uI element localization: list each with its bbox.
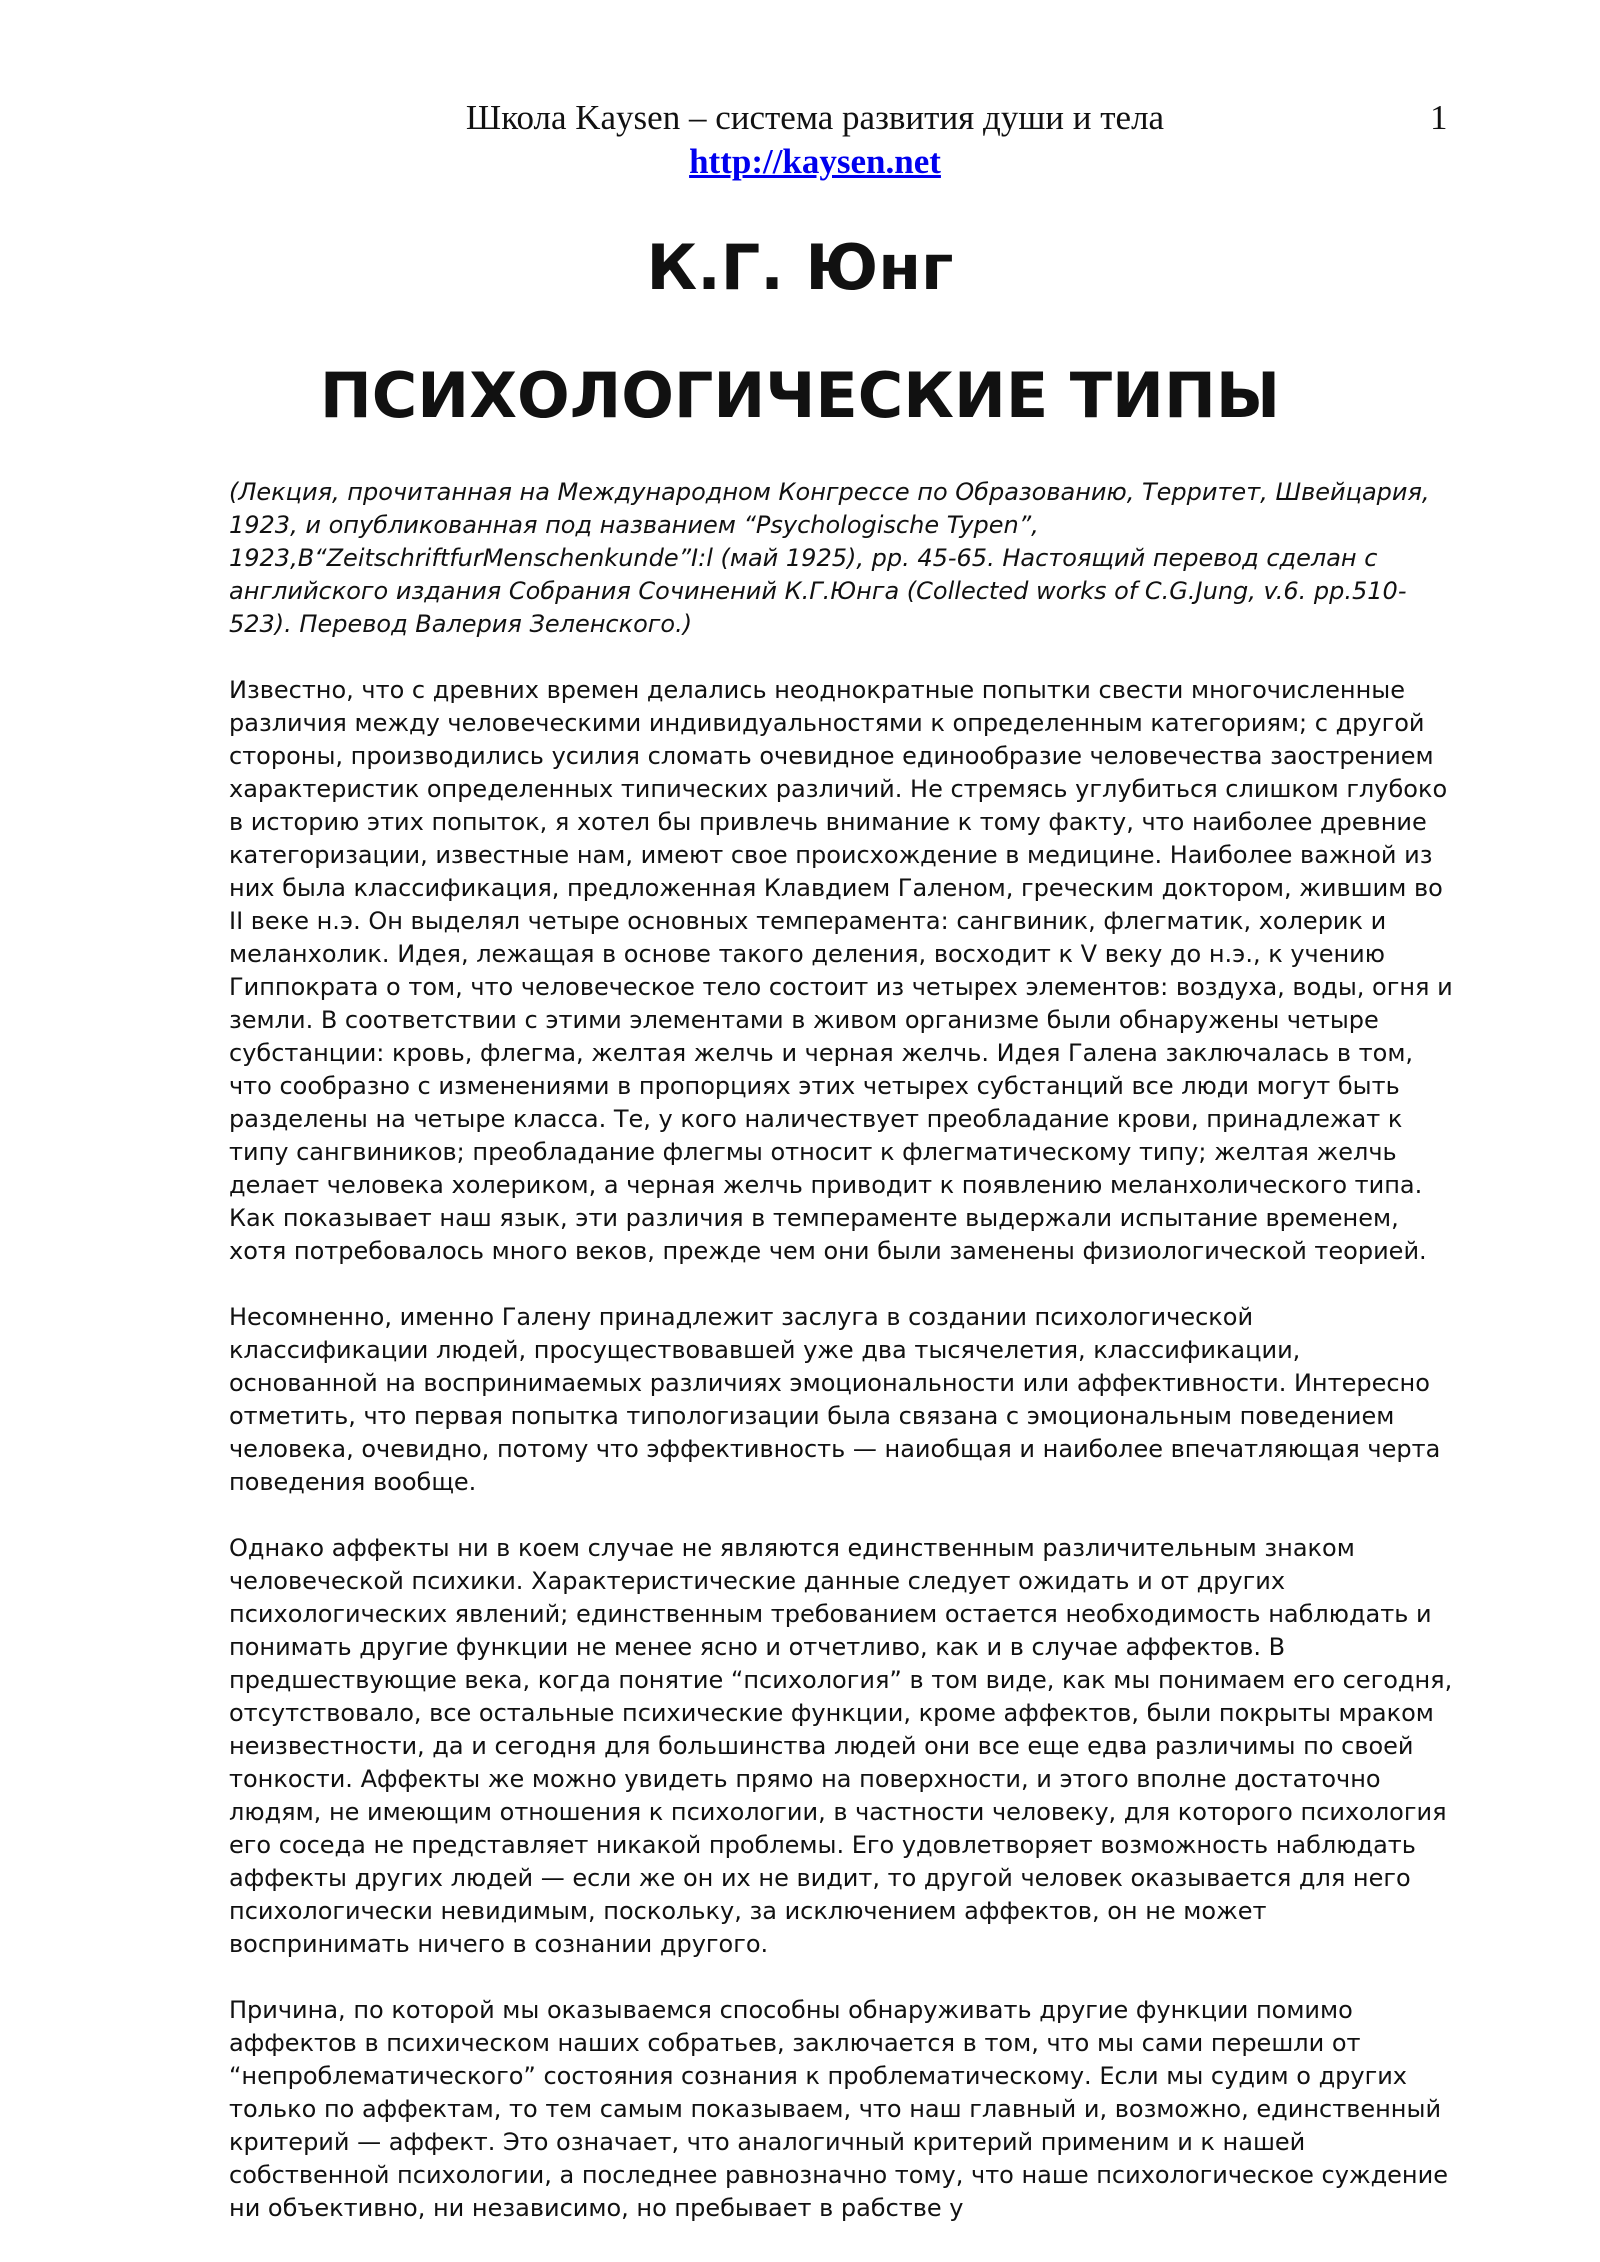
site-link[interactable]: http://kaysen.net xyxy=(689,142,941,181)
school-title: Школа Kaysen – система развития души и тела xyxy=(465,98,1165,137)
body-paragraph: Однако аффекты ни в коем случае не являются единственным различительным знаком человеческой психики. Характеристические данные следует ожидать и от других психологических явлений; единственным требованием остается необходимость наблюдать и понимать другие функции не менее ясно и отчетливо, как и в случае аффектов. В предшествующие века, когда понятие “психология” в том виде, как мы понимаем его сегодня, отсутствовало, все остальные психические функции, кроме аффектов, были покрыты мраком неизвестности, да и сегодня для большинства людей они все еще едва различимы по своей тонкости. Аффекты же можно увидеть прямо на поверхности, и этого вполне достаточно людям, не имеющим отношения к психологии, в частности человеку, для которого психология его соседа не представляет никакой проблемы. Его удовлетворяет возможность наблюдать аффекты других людей — если же он их не видит, то другой человек оказывается для него психологически невидимым, поскольку, за исключением аффектов, он не может воспринимать ничего в сознании другого. xyxy=(229,1534,1453,1958)
author-name: К.Г. Юнг xyxy=(646,231,954,304)
lecture-note: (Лекция, прочитанная на Международном Конгрессе по Образованию, Территет, Швейцария, 1923, и опубликованная под названием “Psychologische Typen”, 1923,B“ZeitschriftfurMenschenkunde”I:l (май 1925), pp. 45-65. Настоящий перевод сделан с английского издания Собрания Сочинений К.Г.Юнга (Collected works of C.G.Jung, v.6. pp.510-523). Перевод Валерия Зеленского.) xyxy=(229,478,1430,638)
body-paragraph: Причина, по которой мы оказываемся способны обнаруживать другие функции помимо аффектов в психическом наших собратьев, заключается в том, что мы сами перешли от “непроблематического” состояния сознания к проблематическому. Если мы судим о других только по аффектам, то тем самым показываем, что наш главный и, возможно, единственный критерий — аффект. Это означает, что аналогичный критерий применим и к нашей собственной психологии, а последнее равнозначно тому, что наше психологическое суждение ни объективно, ни независимо, но пребывает в рабстве у xyxy=(229,1996,1448,2222)
document-title: ПСИХОЛОГИЧЕСКИЕ ТИПЫ xyxy=(319,359,1281,432)
body-paragraph: Несомненно, именно Галену принадлежит заслуга в создании психологической классификации людей, просуществовавшей уже два тысячелетия, классификации, основанной на воспринимаемых различиях эмоциональности или аффективности. Интересно отметить, что первая попытка типологизации была связана с эмоциональным поведением человека, очевидно, потому что эффективность — наиобщая и наиболее впечатляющая черта поведения вообще. xyxy=(229,1303,1441,1496)
document-body xyxy=(229,476,1454,2258)
page-header xyxy=(0,96,1600,184)
body-paragraph: Известно, что с древних времен делались неоднократные попытки свести многочисленные различия между человеческими индивидуальностями к определенным категориям; с другой стороны, производились усилия сломать очевидное единообразие человечества заострением характеристик определенных типических различий. Не стремясь углубиться слишком глубоко в историю этих попыток, я хотел бы привлечь внимание к тому факту, что наиболее древние категоризации, известные нам, имеют свое происхождение в медицине. Наиболее важной из них была классификация, предложенная Клавдием Галеном, греческим доктором, жившим во II веке н.э. Он выделял четыре основных темперамента: сангвиник, флегматик, холерик и меланхолик. Идея, лежащая в основе такого деления, восходит к V веку до н.э., к учению Гиппократа о том, что человеческое тело состоит из четырех элементов: воздуха, воды, огня и земли. В соответствии с этими элементами в живом организме были обнаружены четыре субстанции: кровь, флегма, желтая желчь и черная желчь. Идея Галена заключалась в том, что сообразно с изменениями в пропорциях этих четырех субстанций все люди могут быть разделены на четыре класса. Те, у кого наличествует преобладание крови, принадлежат к типу сангвиников; преобладание флегмы относит к флегматическому типу; желтая желчь делает человека холериком, а черная желчь приводит к появлению меланхолического типа. Как показывает наш язык, эти различия в темпераменте выдержали испытание временем, хотя потребовалось много веков, прежде чем они были заменены физиологической теорией. xyxy=(229,676,1453,1265)
page-number: 1 xyxy=(1430,98,1448,137)
